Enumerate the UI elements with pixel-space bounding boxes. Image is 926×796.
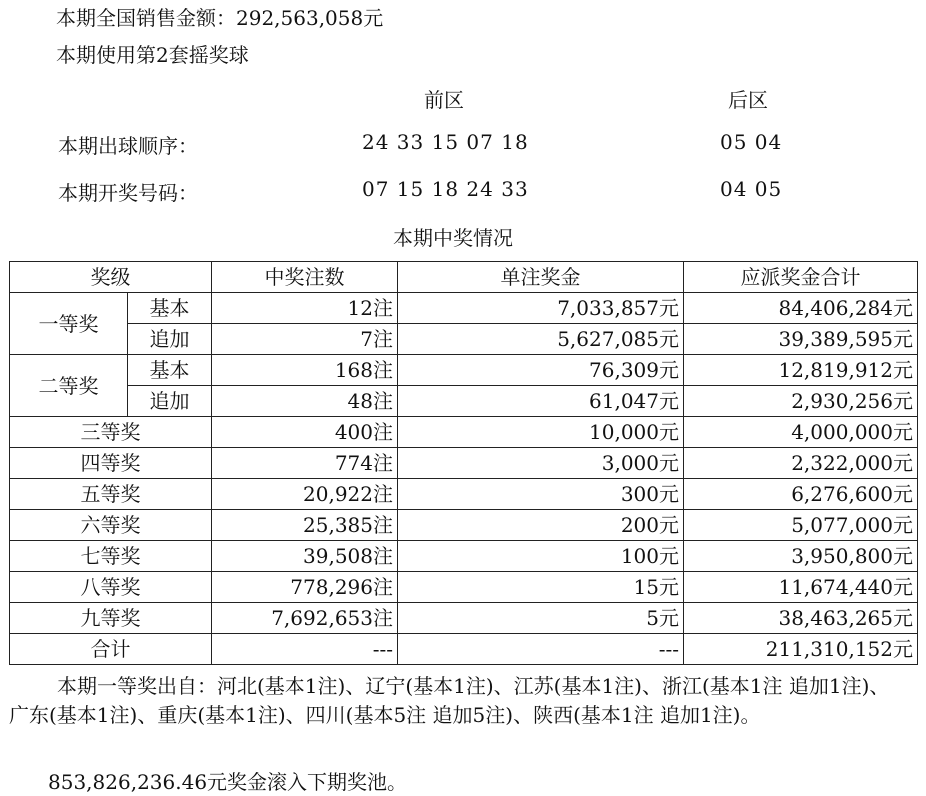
table-row: [10, 541, 918, 572]
ball-set-text: 本期使用第2套摇奖球: [56, 43, 249, 67]
single-prize: 3,000元: [398, 448, 684, 479]
total-payout: 11,674,440元: [684, 572, 918, 603]
table-sum-row: [10, 634, 918, 665]
winner-count: 7注: [212, 324, 398, 355]
draw-order-label: 本期出球顺序：: [58, 134, 198, 158]
prize-level-name: 七等奖: [10, 541, 212, 572]
front-zone-header: 前区: [424, 88, 464, 112]
draw-order-back-numbers: 05 04: [720, 130, 783, 154]
single-prize: 300元: [398, 479, 684, 510]
prize-level-name: 五等奖: [10, 479, 212, 510]
sum-label: 合计: [10, 634, 212, 665]
prize-level-name: 六等奖: [10, 510, 212, 541]
winning-back-numbers: 04 05: [720, 177, 783, 201]
bet-type-label: 追加: [128, 386, 212, 417]
jackpot-rollover-text: 853,826,236.46元奖金滚入下期奖池。: [48, 770, 408, 794]
table-header-row: [10, 262, 918, 293]
bet-type-label: 基本: [128, 293, 212, 324]
prize-level-name: 一等奖: [10, 293, 128, 355]
total-payout: 38,463,265元: [684, 603, 918, 634]
winner-count: 778,296注: [212, 572, 398, 603]
sum-count: ---: [212, 634, 398, 665]
table-row: [10, 355, 918, 386]
single-prize: 7,033,857元: [398, 293, 684, 324]
single-prize: 5,627,085元: [398, 324, 684, 355]
header-single-prize: 单注奖金: [398, 262, 684, 293]
winner-count: 48注: [212, 386, 398, 417]
single-prize: 15元: [398, 572, 684, 603]
header-winner-count: 中奖注数: [212, 262, 398, 293]
winner-count: 774注: [212, 448, 398, 479]
winning-numbers-label: 本期开奖号码：: [58, 181, 198, 205]
total-payout: 2,930,256元: [684, 386, 918, 417]
total-payout: 5,077,000元: [684, 510, 918, 541]
total-payout: 2,322,000元: [684, 448, 918, 479]
sum-total: 211,310,152元: [684, 634, 918, 665]
winning-front-numbers: 07 15 18 24 33: [362, 177, 529, 201]
winner-count: 12注: [212, 293, 398, 324]
table-row: [10, 603, 918, 634]
prize-level-name: 八等奖: [10, 572, 212, 603]
prize-table: [9, 261, 918, 665]
table-row: [10, 386, 918, 417]
table-row: [10, 293, 918, 324]
total-payout: 4,000,000元: [684, 417, 918, 448]
table-row: [10, 324, 918, 355]
draw-order-front-numbers: 24 33 15 07 18: [362, 130, 529, 154]
table-row: [10, 448, 918, 479]
single-prize: 100元: [398, 541, 684, 572]
winner-count: 25,385注: [212, 510, 398, 541]
single-prize: 76,309元: [398, 355, 684, 386]
prize-level-name: 二等奖: [10, 355, 128, 417]
prize-level-name: 三等奖: [10, 417, 212, 448]
prize-level-name: 九等奖: [10, 603, 212, 634]
single-prize: 10,000元: [398, 417, 684, 448]
winner-count: 7,692,653注: [212, 603, 398, 634]
prize-table-title: 本期中奖情况: [393, 226, 513, 250]
sales-total-text: 本期全国销售金额：292,563,058元: [56, 6, 384, 30]
winner-count: 20,922注: [212, 479, 398, 510]
total-payout: 6,276,600元: [684, 479, 918, 510]
first-prize-origin-text: 本期一等奖出自：河北(基本1注)、辽宁(基本1注)、江苏(基本1注)、浙江(基本1注 追加1注)、广东(基本1注)、重庆(基本1注)、四川(基本5注 追加5注)、陕西(基本1注 追加1注)。: [9, 674, 890, 727]
winner-count: 400注: [212, 417, 398, 448]
winner-count: 39,508注: [212, 541, 398, 572]
single-prize: 61,047元: [398, 386, 684, 417]
back-zone-header: 后区: [728, 88, 768, 112]
bet-type-label: 基本: [128, 355, 212, 386]
bet-type-label: 追加: [128, 324, 212, 355]
total-payout: 84,406,284元: [684, 293, 918, 324]
table-row: [10, 572, 918, 603]
single-prize: 5元: [398, 603, 684, 634]
single-prize: 200元: [398, 510, 684, 541]
header-prize-level: 奖级: [10, 262, 212, 293]
prize-level-name: 四等奖: [10, 448, 212, 479]
total-payout: 3,950,800元: [684, 541, 918, 572]
winner-count: 168注: [212, 355, 398, 386]
sum-prize: ---: [398, 634, 684, 665]
table-row: [10, 479, 918, 510]
total-payout: 12,819,912元: [684, 355, 918, 386]
table-row: [10, 417, 918, 448]
header-total-payout: 应派奖金合计: [684, 262, 918, 293]
total-payout: 39,389,595元: [684, 324, 918, 355]
table-row: [10, 510, 918, 541]
